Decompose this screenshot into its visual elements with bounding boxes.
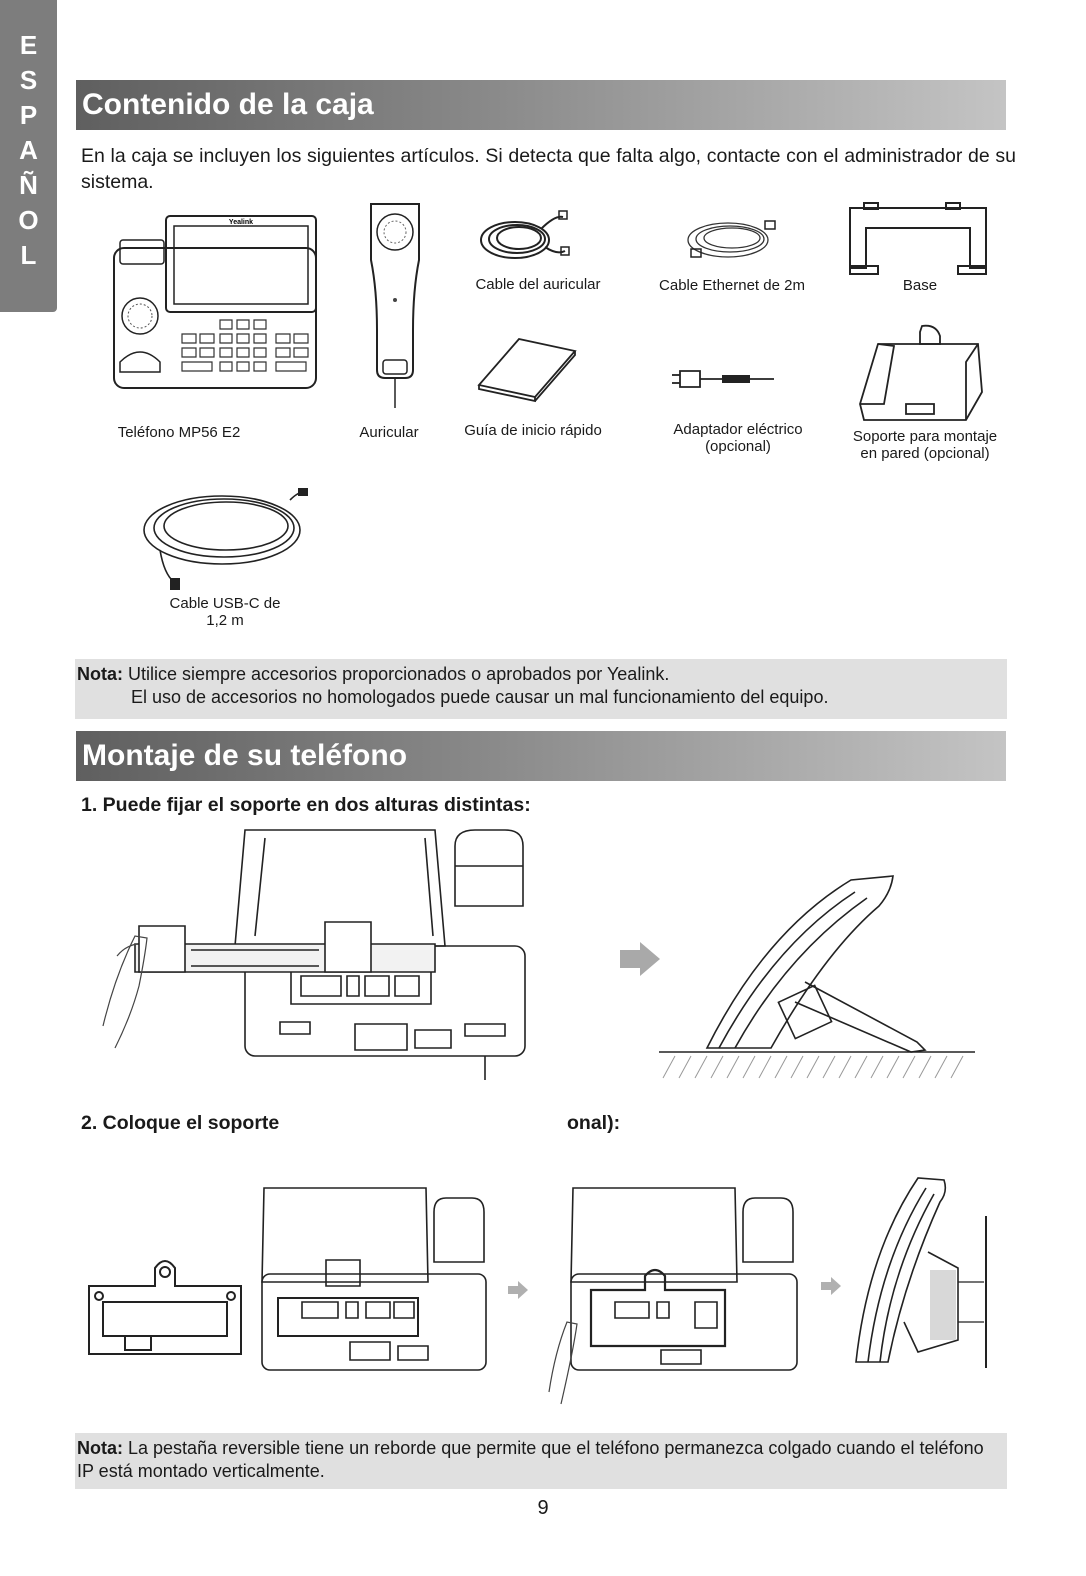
step-2-text-right: onal): (567, 1112, 621, 1134)
step-2-text-left: 2. Coloque el soporte (81, 1112, 280, 1134)
caption-handset-cord: Cable del auricular (475, 276, 601, 293)
ethernet-cable-illustration (683, 215, 783, 265)
handset-illustration (365, 200, 425, 410)
wall-mount-illustration (858, 322, 988, 424)
caption-stand: Base (902, 277, 938, 294)
step2-phone-with-bracket-illustration (545, 1182, 800, 1407)
section-header-box-contents: Contenido de la caja (76, 80, 1006, 130)
note-line-2: El uso de accesorios no homologados puede causar un mal funcionamiento del equipo. (131, 687, 829, 707)
power-adapter-illustration (670, 365, 780, 393)
step1-phone-back-illustration (95, 826, 530, 1081)
side-tab-letter: L (20, 240, 37, 270)
arrow-right-icon (507, 1280, 529, 1300)
section-header-mounting: Montaje de su teléfono (76, 731, 1006, 781)
note-text: La pestaña reversible tiene un reborde que permite que el teléfono permanezca colgado cuando el teléfono IP está montado verticalmente. (77, 1438, 984, 1481)
note-line-1: Utilice siempre accesorios proporcionados o aprobados por Yealink. (128, 664, 670, 684)
phone-illustration (110, 212, 320, 392)
caption-quick-guide: Guía de inicio rápido (464, 422, 602, 439)
language-side-tab (0, 0, 57, 312)
intro-paragraph: En la caja se incluyen los siguientes artículos. Si detecta que falta algo, contacte con el administrador de su sistema. (81, 145, 1016, 193)
note-reversible-tab (75, 1433, 1007, 1489)
side-tab-letter: P (19, 100, 38, 130)
caption-ethernet-cable: Cable Ethernet de 2m (659, 277, 805, 294)
usb-cable-illustration (140, 478, 310, 593)
quick-guide-illustration (475, 335, 580, 400)
side-tab-letter: E (19, 30, 38, 60)
caption-wall-mount: Soporte para montaje en pared (opcional) (852, 428, 998, 462)
side-tab-letter: A (19, 135, 38, 165)
note-label: Nota: (77, 664, 123, 684)
caption-usb-cable: Cable USB-C de 1,2 m (169, 595, 281, 629)
caption-power-adapter: Adaptador eléctrico (opcional) (673, 421, 803, 455)
handset-cord-illustration (475, 205, 570, 270)
phone-logo: Yealink (228, 219, 254, 226)
side-tab-letter: O (18, 205, 39, 235)
page-number: 9 (537, 1497, 549, 1519)
step2-phone-back-illustration (258, 1182, 490, 1374)
note-label: Nota: (77, 1438, 123, 1458)
caption-handset: Auricular (359, 424, 419, 441)
step1-phone-side-illustration (655, 872, 980, 1084)
step2-wall-mounted-side-illustration (848, 1172, 993, 1372)
note-accessories (75, 659, 1007, 719)
step-1-text: 1. Puede fijar el soporte en dos alturas distintas: (81, 794, 531, 816)
arrow-right-icon (820, 1276, 842, 1296)
caption-phone: Teléfono MP56 E2 (117, 424, 241, 441)
step2-wall-bracket-illustration (85, 1252, 245, 1358)
stand-illustration (846, 200, 991, 278)
side-tab-letter: S (19, 65, 38, 95)
side-tab-letter: Ñ (19, 170, 38, 200)
